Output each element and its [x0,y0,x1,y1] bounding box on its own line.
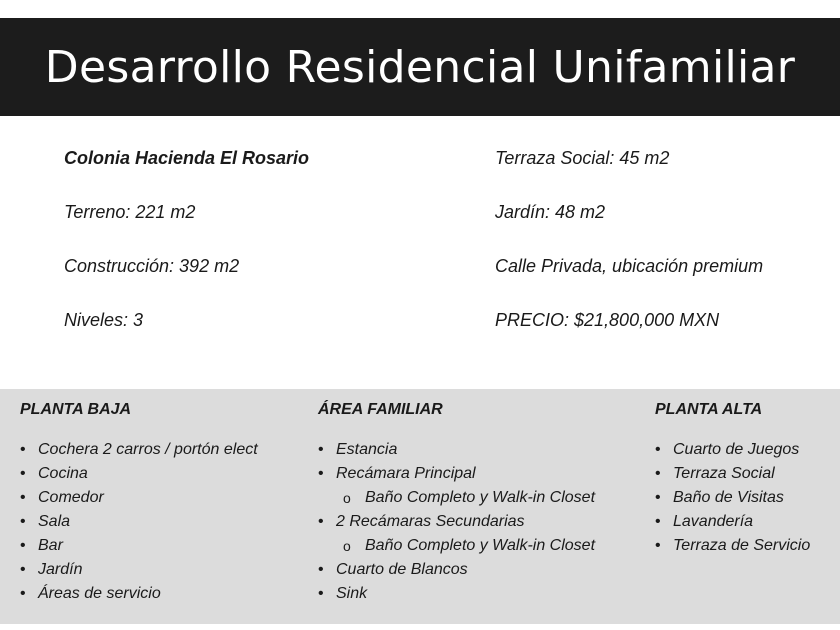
lot-size-text: Terreno: 221 m2 [64,202,196,222]
street-text: Calle Privada, ubicación premium [495,256,764,276]
list-item: • Jardín [20,559,258,583]
list-item: • Terraza Social [655,463,810,487]
bullet-icon: • [655,465,661,482]
bullet-icon: • [318,585,324,602]
title-banner [0,18,840,116]
list-item: • Terraza de Servicio [655,535,810,559]
list-item: • Recámara Principal [318,463,595,487]
list-item: • Estancia [318,439,595,463]
construction-size-text: Construcción: 392 m2 [64,256,240,276]
bullet-icon: • [655,513,661,530]
details-right-column [495,146,763,362]
hollow-bullet-icon: o [343,490,351,506]
sub-list-item: o Baño Completo y Walk-in Closet [318,487,595,511]
bullet-icon: • [318,561,324,578]
list-item: • Cocina [20,463,258,487]
bullet-icon: • [20,441,26,458]
social-terrace-text: Terraza Social: 45 m2 [495,148,670,168]
price-text: PRECIO: $21,800,000 MXN [495,310,720,330]
garden-text: Jardín: 48 m2 [495,202,606,222]
list-item: • Cochera 2 carros / portón elect [20,439,258,463]
bullet-icon: • [655,441,661,458]
planta-alta-column [655,399,810,559]
list-item: • Sink [318,583,595,607]
location-text: Colonia Hacienda El Rosario [64,148,310,168]
list-item: • Bar [20,535,258,559]
bullet-icon: • [655,537,661,554]
list-item: • Cuarto de Blancos [318,559,595,583]
bullet-icon: • [20,465,26,482]
hollow-bullet-icon: o [343,538,351,554]
area-familiar-list [318,439,595,607]
list-item: • Lavandería [655,511,810,535]
property-details [0,116,840,386]
planta-baja-list [20,439,258,607]
bullet-icon: • [655,489,661,506]
planta-alta-list [655,439,810,559]
bullet-icon: • [20,489,26,506]
bullet-icon: • [20,513,26,530]
bullet-icon: • [318,441,324,458]
list-item: • 2 Recámaras Secundarias [318,511,595,535]
list-item: • Baño de Visitas [655,487,810,511]
list-item: • Sala [20,511,258,535]
area-familiar-heading: ÁREA FAMILIAR [318,401,443,418]
planta-alta-heading: PLANTA ALTA [655,401,763,418]
sub-list-item: o Baño Completo y Walk-in Closet [318,535,595,559]
bullet-icon: • [20,585,26,602]
planta-baja-heading: PLANTA BAJA [20,401,132,418]
list-item: • Comedor [20,487,258,511]
bullet-icon: • [20,561,26,578]
planta-baja-column [20,399,258,607]
bullet-icon: • [20,537,26,554]
list-item: • Cuarto de Juegos [655,439,810,463]
area-familiar-column [318,399,595,607]
details-left-column [64,146,309,362]
levels-text: Niveles: 3 [64,310,144,330]
bullet-icon: • [318,465,324,482]
bullet-icon: • [318,513,324,530]
features-panel [0,389,840,624]
list-item: • Áreas de servicio [20,583,258,607]
page-title: Desarrollo Residencial Unifamiliar [44,41,796,93]
